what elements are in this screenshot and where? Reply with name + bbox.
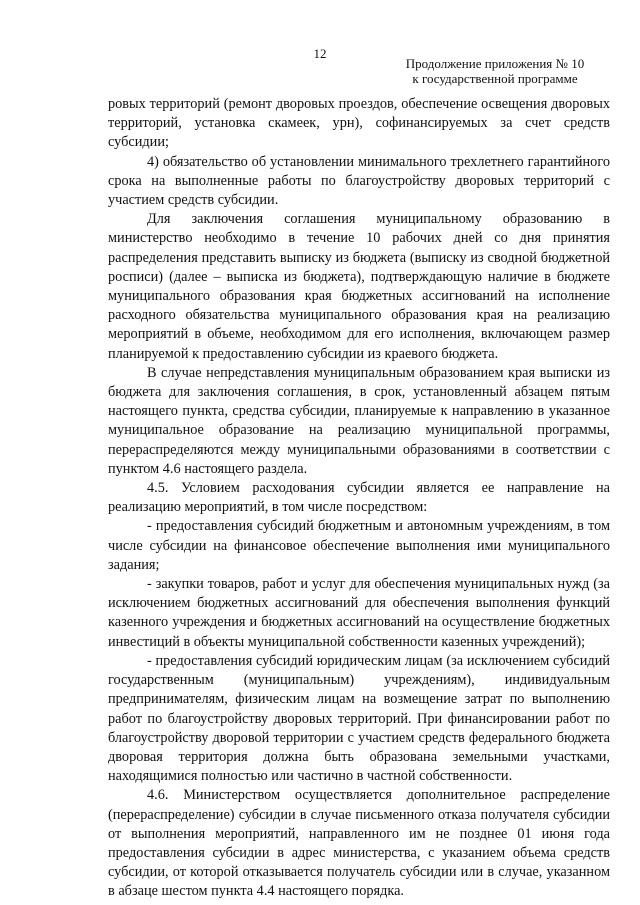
- paragraph-item-4: 4) обязательство об установлении минимального трехлетнего гарантийного срока на выполненные работы по благоустройству дворовых территорий с участием средств субсидии.: [108, 153, 610, 209]
- paragraph-agreement-conditions: Для заключения соглашения муниципальному образованию в министерство необходимо в течение 10 рабочих дней со дня принятия распределения представить выписку из бюджета (выписку из сводной бюджетной росписи) (далее – выписка из бюджета), подтверждающую наличие в бюджете муниципального образования края бюджетных ассигнований на исполнение расходного обязательства муниципального образования края на реализацию мероприятий в объеме, необходимом для его исполнения, включающем размер планируемой к предоставлению субсидии из краевого бюджета.: [108, 211, 610, 362]
- paragraph-section-4-6: 4.6. Министерством осуществляется дополнительное распределение (перераспределение) субсидии в случае письменного отказа получателя субсидии от выполнения мероприятий, направленного им не позднее 01 июня года предоставления субсидии в адрес министерства, с указанием объема средств субсидии, от которой отказывается получатель субсидии или в случае, указанном в абзаце шестом пункта 4.4 настоящего порядка.: [108, 787, 610, 900]
- paragraph-bullet-procurement: - закупки товаров, работ и услуг для обеспечения муниципальных нужд (за исключением бюджетных ассигнований для обеспечения выполнения функций казенного учреждения и бюджетных ассигнований на осуществление бюджетных инвестиций в объекты муниципальной собственности казенных учреждений);: [108, 576, 610, 650]
- appendix-note: [390, 56, 600, 86]
- paragraph-bullet-subsidies-institutions: - предоставления субсидий бюджетным и автономным учреждениям, в том числе субсидии на финансовое обеспечение выполнения ими муниципального задания;: [108, 518, 610, 573]
- page-number: 12: [313, 46, 327, 61]
- paragraph-bullet-subsidies-legal-entities: - предоставления субсидий юридическим лицам (за исключением субсидий государственным (муниципальным) учреждениям), индивидуальным предпринимателям, физическим лицам на возмещение затрат по выполнению работ по благоустройству дворовых территорий. При финансировании работ по благоустройству дворовой территории с участием средств федерального бюджета дворовая территория должна быть образована земельными участками, находящимися полностью или частично в частной собственности.: [108, 652, 610, 785]
- document-body: [108, 95, 610, 902]
- appendix-note-line-1: Продолжение приложения № 10: [405, 56, 585, 71]
- paragraph-section-4-5: 4.5. Условием расходования субсидии является ее направление на реализацию мероприятий, в том числе посредством:: [108, 480, 610, 516]
- appendix-note-line-2: к государственной программе: [412, 71, 578, 86]
- paragraph-non-submission: В случае непредставления муниципальным образованием края выписки из бюджета для заключения соглашения, в срок, установленный абзацем пятым настоящего пункта, средства субсидии, планируемые к направлению в указанное муниципальное образование на реализацию муниципальной программы, перераспределяются между муниципальными образованиями в соответствии с пунктом 4.6 настоящего раздела.: [108, 364, 610, 477]
- paragraph-continuation: ровых территорий (ремонт дворовых проездов, обеспечение освещения дворовых территорий, установка скамеек, урн), софинансируемых за счет средств субсидии;: [108, 96, 610, 151]
